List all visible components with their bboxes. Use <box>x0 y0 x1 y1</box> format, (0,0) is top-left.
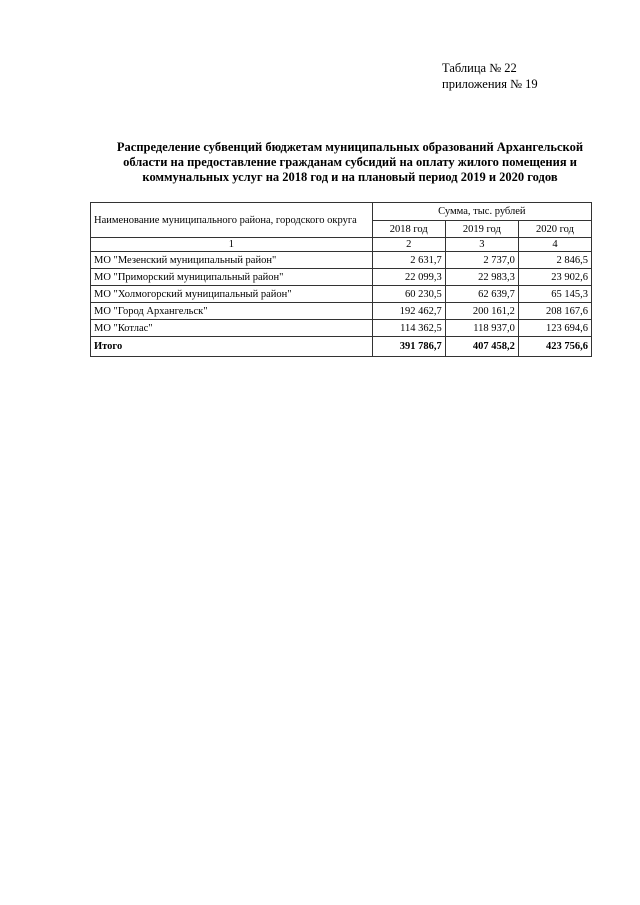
column-index: 4 <box>518 238 591 252</box>
value-2020: 23 902,6 <box>518 269 591 286</box>
table-row <box>91 286 592 303</box>
year-header-2020: 2020 год <box>518 221 591 238</box>
value-2018: 22 099,3 <box>372 269 445 286</box>
value-2019: 2 737,0 <box>445 252 518 269</box>
value-2018: 2 631,7 <box>372 252 445 269</box>
value-2018: 60 230,5 <box>372 286 445 303</box>
value-2019: 118 937,0 <box>445 320 518 337</box>
municipality-name: МО "Холмогорский муниципальный район" <box>91 286 373 303</box>
value-2020: 123 694,6 <box>518 320 591 337</box>
year-header-2019: 2019 год <box>445 221 518 238</box>
municipality-name: МО "Котлас" <box>91 320 373 337</box>
total-2020: 423 756,6 <box>518 337 591 357</box>
column-index-row <box>91 238 592 252</box>
total-row <box>91 337 592 357</box>
column-index: 3 <box>445 238 518 252</box>
title-line-1: Распределение субвенций бюджетам муниципальных образований Архангельской <box>116 140 584 154</box>
value-2018: 192 462,7 <box>372 303 445 320</box>
value-2020: 208 167,6 <box>518 303 591 320</box>
municipality-name: МО "Город Архангельск" <box>91 303 373 320</box>
appendix-number: приложения № 19 <box>442 77 538 91</box>
subvention-table <box>90 202 592 357</box>
total-2018: 391 786,7 <box>372 337 445 357</box>
value-2019: 200 161,2 <box>445 303 518 320</box>
table-row <box>91 252 592 269</box>
sum-column-header: Сумма, тыс. рублей <box>372 203 591 221</box>
table-reference-note <box>442 60 538 92</box>
table-header-row <box>91 203 592 221</box>
table-number: Таблица № 22 <box>442 61 517 75</box>
year-header-2018: 2018 год <box>372 221 445 238</box>
municipality-name: МО "Приморский муниципальный район" <box>91 269 373 286</box>
column-index: 1 <box>91 238 373 252</box>
table-row <box>91 269 592 286</box>
table-row <box>91 320 592 337</box>
title-line-3: коммунальных услуг на 2018 год и на плановый период 2019 и 2020 годов <box>142 170 558 184</box>
document-title <box>60 140 640 185</box>
value-2020: 65 145,3 <box>518 286 591 303</box>
municipality-name: МО "Мезенский муниципальный район" <box>91 252 373 269</box>
total-2019: 407 458,2 <box>445 337 518 357</box>
name-column-header: Наименование муниципального района, городского округа <box>91 203 373 238</box>
value-2020: 2 846,5 <box>518 252 591 269</box>
value-2019: 62 639,7 <box>445 286 518 303</box>
value-2019: 22 983,3 <box>445 269 518 286</box>
column-index: 2 <box>372 238 445 252</box>
value-2018: 114 362,5 <box>372 320 445 337</box>
total-label: Итого <box>91 337 373 357</box>
table-row <box>91 303 592 320</box>
title-line-2: области на предоставление гражданам субсидий на оплату жилого помещения и <box>123 155 577 169</box>
